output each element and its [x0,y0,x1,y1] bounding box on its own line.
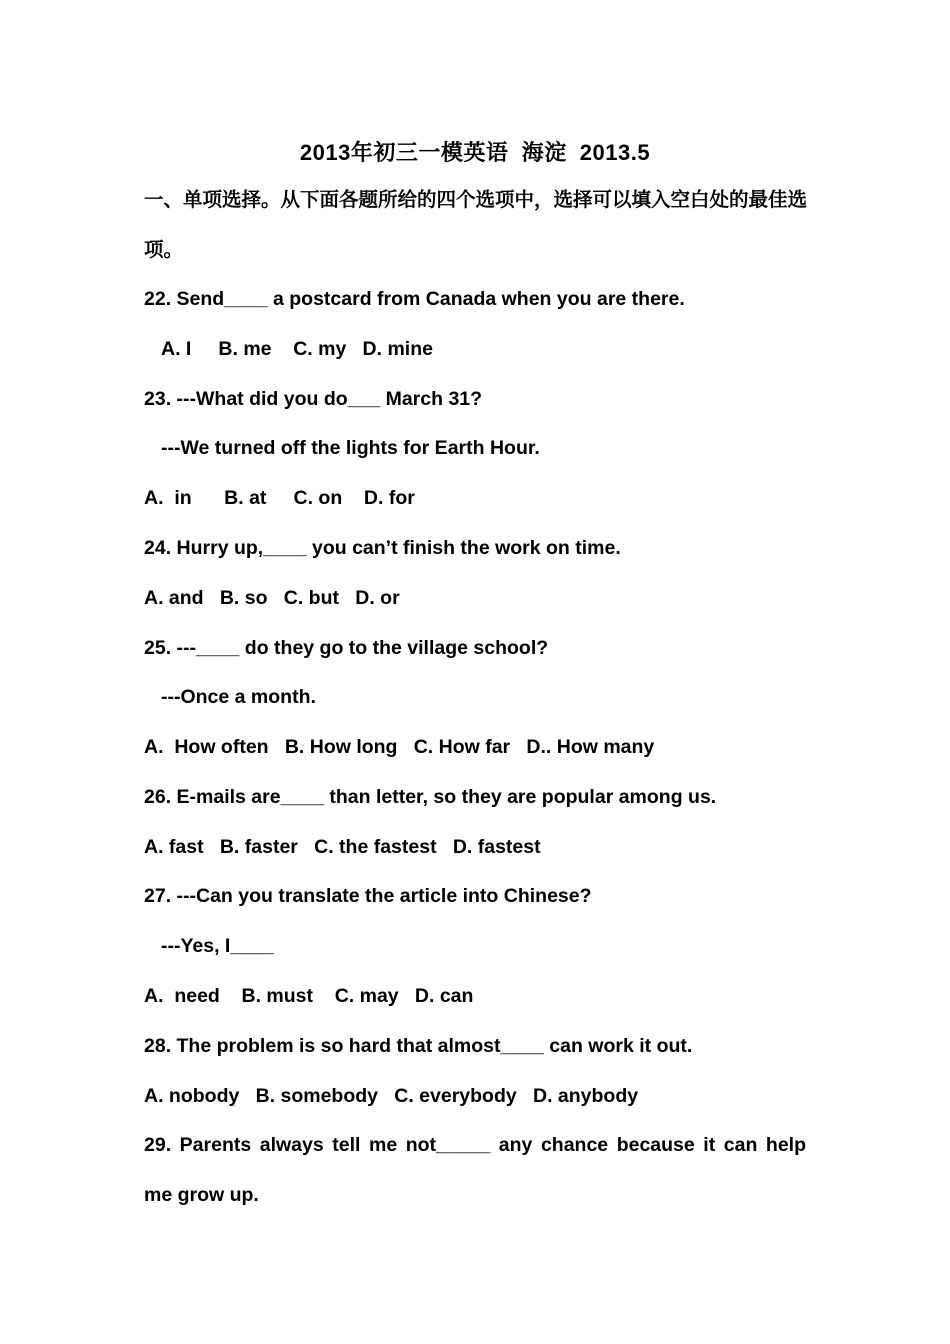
question-26-stem: 26. E-mails are____ than letter, so they are popular among us. [144,786,717,808]
question-28-stem: 28. The problem is so hard that almost____ can work it out. [144,1035,693,1057]
question-27-reply: ---Yes, I____ [161,935,274,957]
question-23-stem: 23. ---What did you do___ March 31? [144,388,483,410]
section-heading-line1: 一、单项选择。从下面各题所给的四个选项中，选择可以填入空白处的最佳选 [144,189,808,211]
question-27-stem: 27. ---Can you translate the article into Chinese? [144,885,592,907]
question-25-stem: 25. ---____ do they go to the village school? [144,637,549,659]
page-title: 2013年初三一模英语 海淀 2013.5 [299,140,651,165]
question-25-options: A. How often B. How long C. How far D.. How many [144,736,655,758]
question-23-reply: ---We turned off the lights for Earth Hour. [161,437,540,459]
question-24-stem: 24. Hurry up,____ you can’t finish the work on time. [144,537,621,559]
question-27-options: A. need B. must C. may D. can [144,985,474,1007]
section-heading-line2: 项。 [144,239,184,261]
question-25-reply: ---Once a month. [161,686,316,708]
question-29-stem-line1: 29. Parents always tell me not_____ any chance because it can help [144,1134,806,1156]
question-24-options: A. and B. so C. but D. or [144,587,400,609]
question-29-stem-line2: me grow up. [144,1184,259,1206]
question-26-options: A. fast B. faster C. the fastest D. fastest [144,836,541,858]
question-23-options: A. in B. at C. on D. for [144,487,415,509]
question-22-options: A. I B. me C. my D. mine [161,338,433,360]
question-28-options: A. nobody B. somebody C. everybody D. anybody [144,1085,639,1107]
question-22-stem: 22. Send____ a postcard from Canada when you are there. [144,288,685,310]
